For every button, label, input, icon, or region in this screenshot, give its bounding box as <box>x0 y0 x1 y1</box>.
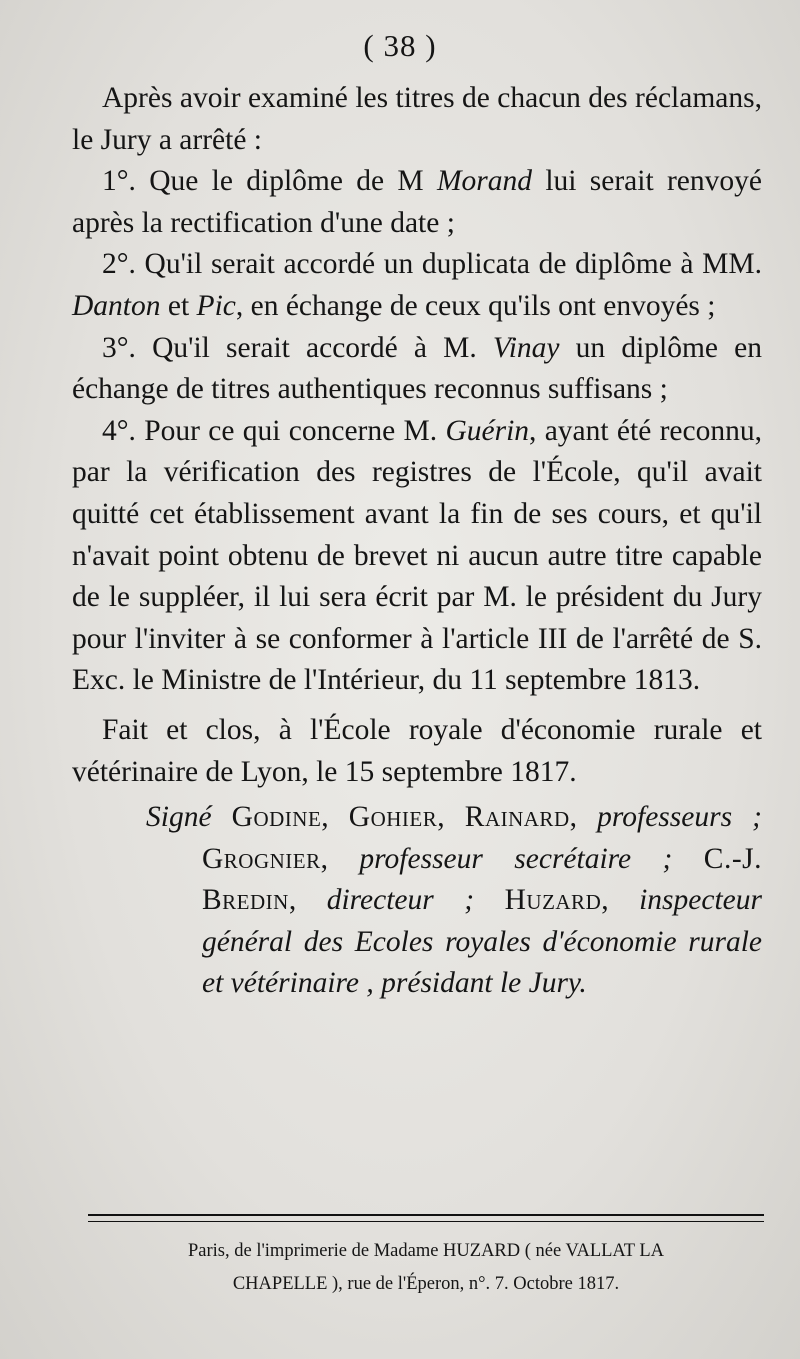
item-2-name-1: Danton <box>72 289 161 322</box>
separator: , <box>321 801 349 834</box>
imprint-line-2: CHAPELLE ), rue de l'Éperon, n°. 7. Octobre 1817. <box>232 1274 620 1294</box>
role-professeurs: professeurs ; <box>597 801 762 834</box>
role-inspecteur: inspecteur général des Ecoles royales d'économie rurale et vétérinaire , présidant le Jury. <box>202 884 762 1000</box>
signatory-grognier: Grognier <box>202 842 321 875</box>
item-4-name: Guérin <box>445 414 530 447</box>
item-3-paragraph <box>72 328 762 411</box>
item-2-text-mid: et <box>160 289 197 322</box>
printer-imprint <box>96 1235 756 1301</box>
footer-rule-thin <box>88 1221 764 1222</box>
signatory-bredin: C.-J. Bredin <box>202 842 763 917</box>
signatory-godine: Godine <box>231 801 322 834</box>
item-2-paragraph <box>72 244 762 327</box>
item-3-text-b: un diplôme en échange de titres authentiques reconnus suffisans ; <box>72 331 762 406</box>
signatory-gohier: Gohier <box>348 801 438 834</box>
signatory-huzard: Huzard <box>504 884 602 917</box>
separator: , <box>320 842 360 875</box>
item-1-paragraph <box>72 161 762 244</box>
item-3-text-a: 3°. Qu'il serait accordé à M. <box>102 331 493 364</box>
item-3-name: Vinay <box>492 331 560 364</box>
intro-paragraph: Après avoir examiné les titres de chacun des réclamans, le Jury a arrêté : <box>72 82 762 156</box>
separator: , <box>288 884 327 917</box>
imprint-line-1: Paris, de l'imprimerie de Madame HUZARD ( née VALLAT LA <box>187 1241 664 1261</box>
item-4-text-a: 4°. Pour ce qui concerne M. <box>102 414 446 447</box>
item-1-text-b: lui serait renvoyé après la rectification d'une date ; <box>72 165 762 239</box>
item-2-text-a: 2°. Qu'il serait accordé un duplicata de diplôme à MM. <box>102 248 762 281</box>
item-4-text-b: , ayant été reconnu, par la vérification des registres de l'École, qu'il avait quitté cet établissement avant la fin de ses cours, et qu'il n'avait point obtenu de brevet ni aucun autre titre capable de le suppléer, il lui sera écrit par M. le président du Jury pour l'inviter à se conformer à l'article III de l'arrêté de S. Exc. le Ministre de l'Intérieur, du 11 septembre 1813. <box>72 414 762 697</box>
item-4-paragraph <box>72 411 762 702</box>
footer-rule-thick <box>88 1214 764 1216</box>
signature-block <box>72 797 762 1005</box>
signe-label: Signé <box>146 801 212 834</box>
role-professeur-secretaire: professeur secrétaire ; <box>359 842 673 875</box>
role-directeur: directeur ; <box>326 884 475 917</box>
item-2-name-2: Pic <box>196 289 236 322</box>
item-2-text-b: , en échange de ceux qu'ils ont envoyés ; <box>235 289 716 322</box>
closing-paragraph: Fait et clos, à l'École royale d'économie rurale et vétérinaire de Lyon, le 15 septembre 1817. <box>72 713 762 788</box>
item-1-name: Morand <box>436 165 533 198</box>
separator: , <box>437 801 465 834</box>
signatory-rainard: Rainard <box>464 801 570 834</box>
item-1-text-a: 1°. Que le diplôme de M <box>102 165 437 198</box>
separator: , <box>569 801 598 834</box>
page-number: ( 38 ) <box>363 28 437 63</box>
separator: , <box>601 884 640 917</box>
main-text-block <box>72 78 762 1005</box>
